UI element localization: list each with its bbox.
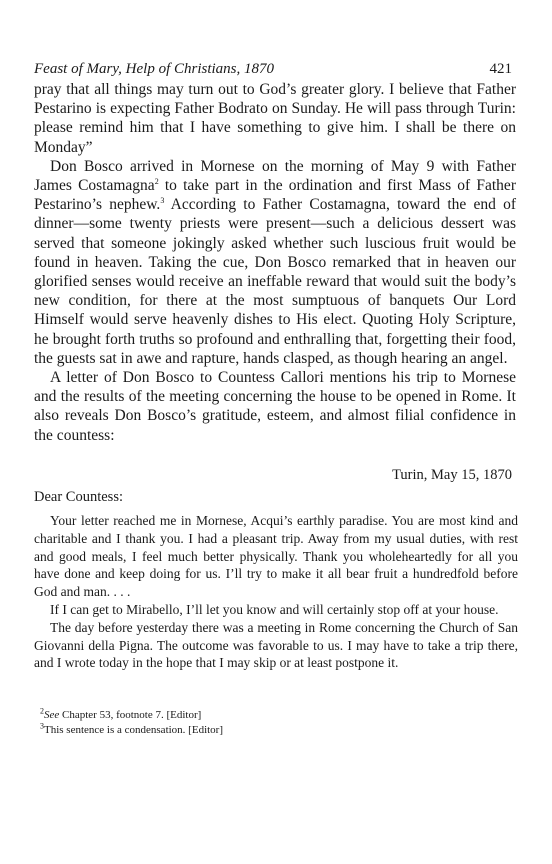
footnote bbox=[40, 723, 480, 738]
page-number: 421 bbox=[489, 61, 512, 77]
letter-paragraph: Your letter reached me in Mornese, Acqui’s earthly paradise. You are most kind and charitable and I thank you. I had a pleasant trip. Away from my usual duties, with rest and good meals, I feel much better physically. Thank you wholeheartedly for all you have done and keep doing for us. I’ll try to make it all bear fruit a hundredfold before God and man. . . . bbox=[34, 513, 518, 600]
running-title: Feast of Mary, Help of Christians, 1870 bbox=[34, 61, 274, 77]
paragraph: pray that all things may turn out to God’s greater glory. I believe that Father Pestarino is expecting Father Bodrato on Sunday. He will pass through Turin: please remind him that I have something to give him. I shall be there on Monday” bbox=[34, 81, 516, 156]
letter-date: Turin, May 15, 1870 bbox=[392, 467, 512, 483]
paragraph: A letter of Don Bosco to Countess Callori mentions his trip to Mornese and the results of the meeting concerning the house to be opened in Rome. It also reveals Don Bosco’s gratitude, esteem, and almost filial confidence in the countess: bbox=[34, 369, 516, 444]
paragraph-text: According to Father Costamagna, toward the end of dinner—some twenty priests were present—such a delicious dessert was served that someone jokingly asked whether such luscious fruit would be found in heaven. Taking the cue, Don Bosco remarked that in heaven our glorified senses would receive an ineffable reward that would suit the body’s new condition, for there at the most sumptuous of banquets Our Lord Himself would serve heavenly dishes to His elect. Quoting Holy Scripture, he brought forth truths so profound and enthralling that, forgetting their food, the guests sat in awe and rapture, hands clasped, as though hearing an angel. bbox=[34, 196, 516, 367]
paragraph-text: to take part in the ordination and first Mass of Father Pestarino’s nephew. bbox=[34, 177, 516, 214]
page-header bbox=[34, 60, 512, 78]
footnote-text: This sentence is a condensation. [Editor] bbox=[44, 724, 224, 736]
letter-paragraph: The day before yesterday there was a meeting in Rome concerning the Church of San Giovanni della Pigna. The outcome was favorable to us. I may have to take a trip there, and I wrote today in the hope that I may skip or at least postpone it. bbox=[34, 619, 518, 671]
body-text bbox=[34, 80, 516, 445]
footnote-ref: 3 bbox=[160, 196, 165, 206]
footnote bbox=[40, 708, 480, 723]
footnote-text: Chapter 53, footnote 7. [Editor] bbox=[59, 709, 202, 721]
paragraph bbox=[34, 157, 516, 368]
footnotes bbox=[40, 708, 480, 738]
letter-body bbox=[34, 512, 518, 672]
footnote-mark: 2 bbox=[40, 706, 44, 716]
letter-paragraph: If I can get to Mirabello, I’ll let you know and will certainly stop off at your house. bbox=[50, 601, 499, 617]
letter-salutation: Dear Countess: bbox=[34, 489, 123, 505]
footnote-lead: See bbox=[44, 709, 60, 721]
footnote-mark: 3 bbox=[40, 721, 44, 731]
paragraph-text: Don Bosco arrived in Mornese on the morning of May 9 with Father James Costamagna bbox=[34, 157, 516, 195]
footnote-ref: 2 bbox=[154, 176, 159, 186]
